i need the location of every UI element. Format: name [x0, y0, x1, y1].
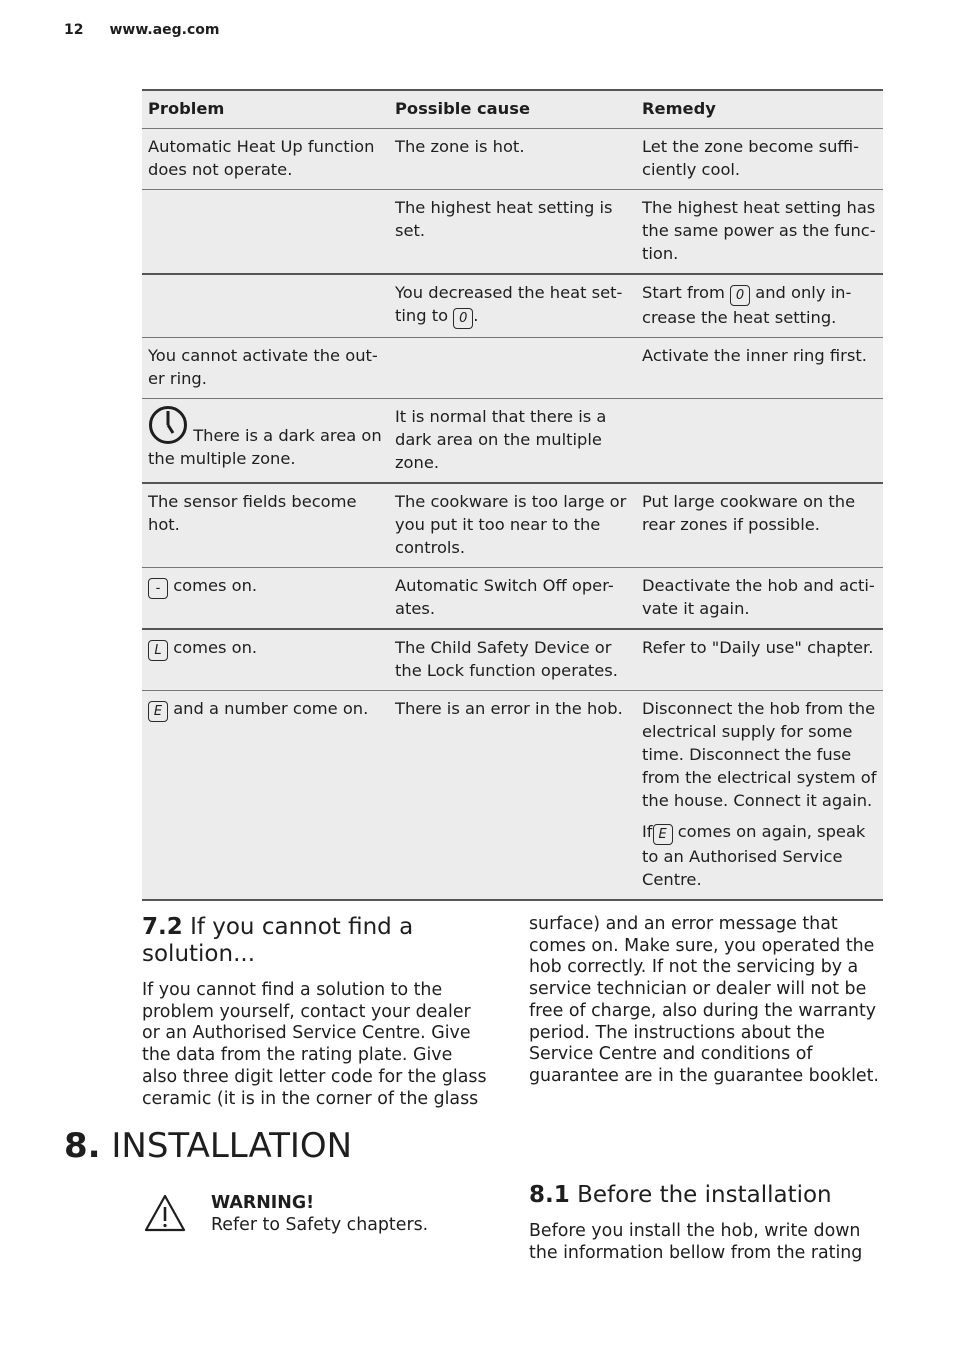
- zero-display-icon: 0: [453, 308, 473, 329]
- warning-text: Refer to Safety chapters.: [211, 1215, 429, 1235]
- header-possible-cause: Possible cause: [389, 90, 636, 129]
- cell-remedy: [636, 399, 883, 484]
- table-row: [142, 274, 883, 338]
- remedy-text: Disconnect the hob from the electrical supply for some time. Disconnect the fuse from the electrical system of the house. Connect it again.: [642, 699, 877, 810]
- section-number: 7.2: [142, 914, 183, 940]
- table-row: [142, 483, 883, 568]
- website-url: www.aeg.com: [109, 22, 220, 38]
- error-display-icon: E: [148, 701, 168, 722]
- cell-problem: You cannot activate the out-er ring.: [142, 338, 389, 399]
- problem-text: comes on.: [173, 638, 258, 657]
- cell-problem: [142, 691, 389, 901]
- cell-remedy: [636, 274, 883, 338]
- cell-remedy: Let the zone become suffi-ciently cool.: [636, 129, 883, 190]
- cell-remedy: The highest heat setting has the same power as the func-tion.: [636, 190, 883, 275]
- cell-remedy: Refer to "Daily use" chapter.: [636, 629, 883, 691]
- section-7-2-text-col2: surface) and an error message that comes on. Make sure, you operated the hob correctly. If not the servicing by a service technician or dealer will not be free of charge, also during the warranty period. The instructions about the Service Centre and conditions of guarantee are in the guarantee booklet.: [529, 914, 879, 1086]
- remedy-text: Start from: [642, 283, 725, 302]
- cell-remedy: Deactivate the hob and acti-vate it again.: [636, 568, 883, 630]
- section-8-1-text: Before you install the hob, write down the information bellow from the rating: [529, 1221, 863, 1263]
- section-number: 8.1: [529, 1182, 570, 1208]
- section-title: If you cannot find a solution...: [142, 914, 414, 967]
- cause-text: You decreased the heat set-ting to: [395, 283, 623, 325]
- warning-title: WARNING!: [211, 1193, 315, 1213]
- cell-remedy: Put large cookware on the rear zones if possible.: [636, 483, 883, 568]
- cell-problem: [142, 274, 389, 338]
- dash-display-icon: -: [148, 578, 168, 599]
- table-row: [142, 691, 883, 901]
- cause-text-end: .: [473, 306, 479, 325]
- section-title: INSTALLATION: [111, 1126, 353, 1166]
- cell-remedy: [636, 691, 883, 901]
- page-header: [64, 22, 220, 38]
- error-display-icon: E: [653, 824, 673, 845]
- section-number: 8.: [64, 1126, 101, 1166]
- cell-cause: The zone is hot.: [389, 129, 636, 190]
- problem-text: comes on.: [173, 576, 258, 595]
- table-header-row: [142, 90, 883, 129]
- table-row: [142, 338, 883, 399]
- section-8-1-heading: [529, 1182, 879, 1209]
- cell-problem: [142, 629, 389, 691]
- cell-problem: [142, 399, 389, 484]
- problem-text: and a number come on.: [173, 699, 369, 718]
- cell-cause: Automatic Switch Off oper-ates.: [389, 568, 636, 630]
- cell-problem: The sensor fields become hot.: [142, 483, 389, 568]
- page-number: 12: [64, 22, 84, 38]
- table-row: [142, 129, 883, 190]
- cell-cause: [389, 338, 636, 399]
- section-8-heading: [64, 1126, 352, 1166]
- header-remedy: Remedy: [636, 90, 883, 129]
- cell-problem: [142, 568, 389, 630]
- cell-cause: It is normal that there is a dark area on the multiple zone.: [389, 399, 636, 484]
- cell-problem: Automatic Heat Up function does not operate.: [142, 129, 389, 190]
- multiple-zone-icon: [148, 405, 188, 445]
- cell-cause: The highest heat setting is set.: [389, 190, 636, 275]
- cell-cause: There is an error in the hob.: [389, 691, 636, 901]
- remedy-text-end: and only in-crease the heat setting.: [642, 283, 852, 327]
- section-7-2-text-col1: If you cannot find a solution to the problem yourself, contact your dealer or an Authorised Service Centre. Give the data from the rating plate. Give also three digit letter code for the glass ceramic (it is in the corner of the glass: [142, 980, 487, 1109]
- section-7-2-heading: [142, 914, 492, 968]
- cell-cause: [389, 274, 636, 338]
- remedy-text-2: [642, 820, 877, 891]
- remedy-text-2-end: comes on again, speak to an Authorised Service Centre.: [642, 822, 866, 889]
- warning-triangle-icon: [144, 1194, 186, 1232]
- table-row: [142, 629, 883, 691]
- cell-cause: The cookware is too large or you put it too near to the controls.: [389, 483, 636, 568]
- table-row: [142, 190, 883, 275]
- cell-problem: [142, 190, 389, 275]
- table-row: [142, 568, 883, 630]
- table-row: [142, 399, 883, 484]
- problem-text: There is a dark area on the multiple zone.: [148, 426, 382, 468]
- remedy-text-2-start: If: [642, 822, 653, 841]
- header-problem: Problem: [142, 90, 389, 129]
- cell-cause: The Child Safety Device or the Lock function operates.: [389, 629, 636, 691]
- cell-remedy: Activate the inner ring first.: [636, 338, 883, 399]
- lock-display-icon: L: [148, 640, 168, 661]
- troubleshooting-table: [142, 89, 883, 901]
- section-title: Before the installation: [577, 1182, 832, 1208]
- zero-display-icon: 0: [730, 285, 750, 306]
